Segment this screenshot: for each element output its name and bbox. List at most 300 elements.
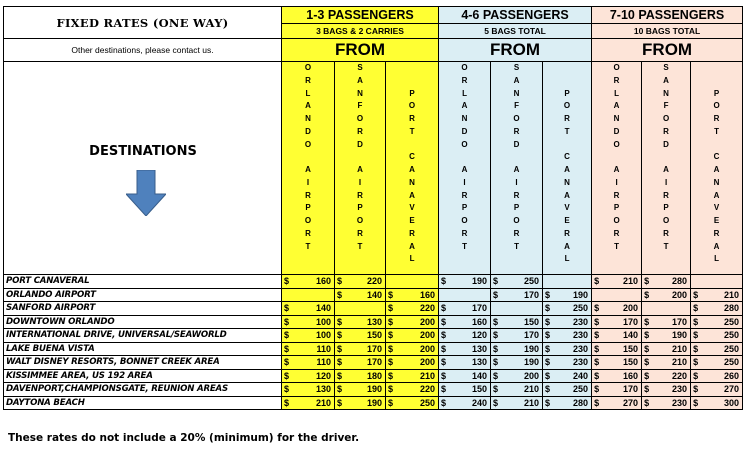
origin-letter: D: [613, 126, 620, 136]
origin-letter: A: [663, 165, 669, 174]
rate-cell: [491, 288, 543, 302]
currency-symbol: $: [594, 303, 600, 313]
rate-cell: [386, 369, 439, 383]
rate-cell: [592, 329, 642, 343]
currency-symbol: $: [493, 289, 499, 300]
origin-letter: A: [713, 165, 720, 174]
origin-letter: R: [713, 114, 720, 123]
destination-name: WALT DISNEY RESORTS, BONNET CREEK AREA: [4, 356, 282, 370]
rate-cell: [335, 329, 386, 343]
rate-value: 170: [623, 384, 639, 394]
origin-letter: A: [409, 190, 415, 200]
origin-letter: F: [514, 101, 519, 111]
origin-letter: I: [463, 177, 466, 187]
rate-cell: [439, 302, 491, 316]
origin-header-sanford-airport-group-3: [642, 62, 691, 275]
origin-letter: C: [409, 152, 415, 162]
currency-symbol: $: [693, 370, 699, 381]
origin-letter: E: [409, 216, 415, 225]
rate-value: 230: [573, 330, 589, 340]
rate-value: 210: [724, 289, 740, 300]
rate-cell: [491, 329, 543, 343]
rate-cell: [491, 302, 543, 316]
origin-letter: N: [713, 177, 720, 187]
origin-letter: O: [356, 114, 364, 123]
currency-symbol: $: [693, 343, 699, 354]
rate-cell: [592, 302, 642, 316]
currency-symbol: $: [493, 357, 499, 367]
rate-cell: [282, 356, 335, 370]
rate-value: 190: [672, 330, 688, 340]
rate-cell: [543, 369, 592, 383]
origin-letter: D: [305, 126, 311, 136]
rate-cell: [282, 383, 335, 397]
origin-letter: L: [305, 88, 311, 98]
rate-value: 190: [472, 276, 488, 286]
rate-cell: [691, 315, 743, 329]
rate-cell: [335, 315, 386, 329]
rate-cell: [491, 369, 543, 383]
currency-symbol: $: [594, 384, 600, 394]
currency-symbol: $: [441, 303, 447, 313]
rate-cell: [491, 275, 543, 289]
currency-symbol: $: [388, 330, 394, 340]
destination-name: DAVENPORT,CHAMPIONSGATE, REUNION AREAS: [4, 383, 282, 397]
rate-cell: [642, 369, 691, 383]
table-row: [4, 329, 743, 343]
group-header-4-6: 4-6 PASSENGERS: [439, 7, 592, 24]
origin-letter: S: [357, 63, 363, 72]
origin-letter: A: [663, 75, 669, 85]
origin-letter: [642, 151, 690, 164]
origin-letter: A: [513, 165, 520, 174]
origin-letter: R: [513, 228, 520, 238]
currency-symbol: $: [545, 316, 551, 327]
rates-table: [3, 6, 743, 410]
origin-letter: N: [357, 88, 363, 98]
rate-value: 130: [472, 343, 488, 354]
currency-symbol: $: [493, 276, 499, 286]
rate-value: 200: [420, 330, 436, 340]
table-row: [4, 396, 743, 410]
origin-letter: N: [663, 88, 669, 98]
rate-cell: [543, 302, 592, 316]
rate-value: 190: [366, 384, 382, 394]
currency-symbol: $: [337, 357, 343, 367]
rate-value: 250: [724, 357, 740, 367]
from-label-1-3: FROM: [282, 39, 439, 62]
rate-cell: [439, 396, 491, 410]
currency-symbol: $: [693, 384, 699, 394]
origin-header-sanford-airport-group-2: [491, 62, 543, 275]
currency-symbol: $: [388, 303, 394, 313]
currency-symbol: $: [545, 384, 551, 394]
origin-letter: O: [356, 216, 364, 225]
destination-name: DAYTONA BEACH: [4, 396, 282, 410]
origin-letter: P: [663, 203, 669, 213]
origin-header-port-canaveral-group-3: [691, 62, 743, 275]
currency-symbol: $: [441, 384, 447, 394]
rate-value: 100: [315, 330, 331, 340]
rate-cell: [691, 356, 743, 370]
rate-value: 140: [366, 289, 382, 300]
rate-value: 210: [524, 397, 540, 408]
origin-letter: O: [613, 216, 620, 225]
title-cell: [4, 7, 282, 39]
rate-value: 230: [573, 357, 589, 367]
origin-letter: O: [563, 101, 571, 111]
rate-cell: [691, 396, 743, 410]
origin-letter: [335, 151, 385, 164]
currency-symbol: $: [441, 370, 447, 381]
currency-symbol: $: [644, 289, 650, 300]
origin-letter: A: [564, 165, 570, 174]
rate-value: 120: [472, 330, 488, 340]
destination-name: PORT CANAVERAL: [4, 275, 282, 289]
origin-header-port-canaveral-group-1: [386, 62, 439, 275]
origin-letter: D: [663, 139, 669, 149]
currency-symbol: $: [693, 330, 699, 340]
rate-value: 170: [366, 357, 382, 367]
rate-value: 230: [672, 384, 688, 394]
rate-cell: [642, 396, 691, 410]
rate-value: 170: [366, 343, 382, 354]
rate-cell: [386, 302, 439, 316]
rate-cell: [282, 302, 335, 316]
rate-cell: [543, 383, 592, 397]
origin-letter: R: [564, 228, 570, 238]
rate-value: 250: [724, 343, 740, 354]
group-header-1-3: 1-3 PASSENGERS: [282, 7, 439, 24]
currency-symbol: $: [284, 384, 290, 394]
currency-symbol: $: [441, 330, 447, 340]
rate-value: 210: [524, 384, 540, 394]
origin-letter: N: [461, 114, 468, 123]
currency-symbol: $: [594, 330, 600, 340]
currency-symbol: $: [493, 384, 499, 394]
rate-cell: [439, 369, 491, 383]
origin-letter: N: [409, 177, 415, 187]
from-label-7-10: FROM: [592, 39, 743, 62]
rate-value: 240: [573, 370, 589, 381]
rate-cell: [592, 369, 642, 383]
origin-letter: D: [461, 126, 468, 136]
rate-cell: [592, 315, 642, 329]
origin-letter: R: [409, 228, 415, 238]
currency-symbol: $: [337, 330, 343, 340]
table-row: [4, 288, 743, 302]
rate-cell: [691, 342, 743, 356]
rate-value: 240: [472, 397, 488, 408]
group-header-7-10: 7-10 PASSENGERS: [592, 7, 743, 24]
rate-value: 280: [573, 397, 589, 408]
rate-value: 150: [366, 330, 382, 340]
rate-cell: [491, 342, 543, 356]
origin-letter: I: [358, 177, 362, 187]
destination-name: ORLANDO AIRPORT: [4, 288, 282, 302]
origin-letter: [543, 62, 591, 75]
origin-letter: R: [305, 190, 311, 200]
origin-letter: N: [305, 114, 311, 123]
currency-symbol: $: [644, 343, 650, 354]
currency-symbol: $: [693, 316, 699, 327]
rate-cell: [491, 396, 543, 410]
destination-name: LAKE BUENA VISTA: [4, 342, 282, 356]
rate-value: 250: [524, 276, 540, 286]
rate-value: 280: [724, 303, 740, 313]
rate-cell: [282, 369, 335, 383]
rate-value: 190: [524, 343, 540, 354]
origin-letter: [386, 139, 438, 152]
currency-symbol: $: [337, 276, 343, 286]
origin-letter: [386, 75, 438, 88]
rate-cell: [691, 288, 743, 302]
currency-symbol: $: [644, 316, 650, 327]
origin-letter: R: [613, 228, 620, 238]
origin-letter: R: [663, 126, 669, 136]
origin-letter: P: [513, 203, 520, 213]
currency-symbol: $: [693, 357, 699, 367]
table-row: [4, 383, 743, 397]
rate-cell: [642, 383, 691, 397]
currency-symbol: $: [388, 289, 394, 300]
currency-symbol: $: [545, 343, 551, 354]
rate-cell: [386, 396, 439, 410]
table-row: [4, 369, 743, 383]
rate-value: 170: [472, 303, 488, 313]
rate-value: 170: [623, 316, 639, 327]
origin-letter: A: [564, 190, 570, 200]
rate-cell: [282, 315, 335, 329]
origin-letter: A: [613, 101, 620, 111]
rate-value: 130: [315, 384, 331, 394]
rate-value: 200: [672, 289, 688, 300]
rate-cell: [335, 396, 386, 410]
rate-cell: [543, 396, 592, 410]
rate-value: 260: [724, 370, 740, 381]
table-row: [4, 275, 743, 289]
rate-value: 170: [672, 316, 688, 327]
rate-value: 150: [472, 384, 488, 394]
currency-symbol: $: [493, 316, 499, 327]
rate-cell: [439, 383, 491, 397]
origin-letter: P: [713, 88, 720, 98]
rate-cell: [691, 369, 743, 383]
rate-cell: [335, 342, 386, 356]
origin-letter: F: [663, 101, 669, 111]
currency-symbol: $: [441, 343, 447, 354]
origin-letter: R: [564, 114, 570, 123]
rate-value: 210: [315, 397, 331, 408]
rate-cell: [592, 383, 642, 397]
rate-value: 250: [724, 316, 740, 327]
origin-letter: T: [564, 126, 570, 136]
currency-symbol: $: [284, 397, 290, 408]
currency-symbol: $: [284, 330, 290, 340]
origin-letter: O: [461, 216, 468, 225]
origin-letter: R: [305, 75, 311, 85]
currency-symbol: $: [493, 330, 499, 340]
origin-letter: S: [513, 63, 520, 72]
origin-letter: C: [564, 152, 570, 162]
origin-letter: T: [305, 241, 311, 251]
currency-symbol: $: [337, 343, 343, 354]
rate-value: 210: [672, 343, 688, 354]
origin-letter: A: [513, 75, 520, 85]
rate-value: 100: [315, 316, 331, 327]
currency-symbol: $: [284, 316, 290, 327]
currency-symbol: $: [545, 397, 551, 408]
rate-value: 250: [724, 330, 740, 340]
rate-cell: [642, 302, 691, 316]
group-bags-7-10: 10 BAGS TOTAL: [592, 24, 743, 39]
rate-cell: [642, 342, 691, 356]
origin-header-port-canaveral-group-2: [543, 62, 592, 275]
origin-letter: L: [564, 254, 570, 264]
currency-symbol: $: [594, 316, 600, 327]
origin-letter: P: [564, 88, 570, 98]
rate-value: 220: [672, 370, 688, 381]
rate-cell: [335, 383, 386, 397]
rate-value: 230: [573, 316, 589, 327]
rate-cell: [592, 342, 642, 356]
origin-letter: O: [304, 216, 312, 225]
origin-letter: O: [662, 216, 670, 225]
origin-letter: A: [409, 241, 415, 251]
rate-value: 160: [420, 289, 436, 300]
origin-letter: T: [357, 241, 363, 251]
rate-value: 200: [524, 370, 540, 381]
origin-letter: [691, 139, 742, 152]
currency-symbol: $: [388, 357, 394, 367]
origin-letter: R: [513, 126, 520, 136]
rate-value: 150: [623, 343, 639, 354]
currency-symbol: $: [388, 370, 394, 381]
origin-letter: A: [713, 190, 720, 200]
rate-cell: [282, 288, 335, 302]
rate-value: 250: [573, 303, 589, 313]
origin-letter: C: [713, 152, 720, 162]
currency-symbol: $: [388, 343, 394, 354]
down-arrow-icon: [126, 170, 166, 216]
rate-cell: [543, 342, 592, 356]
rate-value: 160: [315, 276, 331, 286]
other-destinations-note: Other destinations, please contact us.: [4, 39, 282, 62]
origin-letter: I: [515, 177, 518, 187]
rate-value: 200: [420, 343, 436, 354]
group-bags-4-6: 5 BAGS TOTAL: [439, 24, 592, 39]
currency-symbol: $: [493, 370, 499, 381]
origin-letter: [386, 62, 438, 75]
rate-cell: [335, 288, 386, 302]
currency-symbol: $: [493, 397, 499, 408]
rate-value: 130: [472, 357, 488, 367]
origin-letter: R: [305, 228, 311, 238]
rate-value: 300: [724, 397, 740, 408]
rate-cell: [335, 356, 386, 370]
rate-value: 150: [524, 316, 540, 327]
rate-value: 200: [420, 357, 436, 367]
rate-cell: [642, 356, 691, 370]
rate-cell: [491, 356, 543, 370]
origin-letter: R: [513, 190, 520, 200]
currency-symbol: $: [545, 357, 551, 367]
table-row: [4, 342, 743, 356]
rate-cell: [335, 275, 386, 289]
footer-note: These rates do not include a 20% (minimum) for the driver.: [8, 432, 360, 444]
origin-letter: A: [461, 165, 468, 174]
currency-symbol: $: [693, 289, 699, 300]
origin-letter: O: [713, 101, 720, 111]
origin-letter: T: [409, 126, 415, 136]
origin-letter: L: [462, 88, 467, 98]
origin-header-orlando-airport-group-1: [282, 62, 335, 275]
origin-letter: [691, 75, 742, 88]
origin-letter: N: [564, 177, 570, 187]
rate-cell: [543, 288, 592, 302]
rate-cell: [282, 329, 335, 343]
currency-symbol: $: [545, 370, 551, 381]
origin-letter: R: [461, 190, 468, 200]
table-row: [4, 302, 743, 316]
origin-letter: L: [614, 88, 619, 98]
origin-letter: V: [564, 203, 570, 213]
origin-letter: A: [409, 165, 415, 174]
currency-symbol: $: [284, 303, 290, 313]
rate-cell: [592, 396, 642, 410]
currency-symbol: $: [337, 289, 343, 300]
rate-cell: [642, 315, 691, 329]
rate-cell: [543, 356, 592, 370]
origin-letter: D: [513, 139, 520, 149]
currency-symbol: $: [594, 343, 600, 354]
destination-name: SANFORD AIRPORT: [4, 302, 282, 316]
destination-name: KISSIMMEE AREA, US 192 AREA: [4, 369, 282, 383]
currency-symbol: $: [284, 276, 290, 286]
rate-cell: [491, 383, 543, 397]
origin-letter: I: [306, 177, 310, 187]
origin-letter: V: [409, 203, 415, 213]
origin-letter: R: [357, 190, 363, 200]
origin-letter: E: [564, 216, 570, 225]
rate-cell: [491, 315, 543, 329]
origin-letter: A: [305, 101, 311, 111]
rate-cell: [642, 329, 691, 343]
rate-cell: [543, 329, 592, 343]
currency-symbol: $: [644, 276, 650, 286]
origin-letter: D: [357, 139, 363, 149]
origin-letter: T: [462, 241, 467, 251]
rate-value: 220: [366, 276, 382, 286]
rate-value: 130: [366, 316, 382, 327]
currency-symbol: $: [644, 384, 650, 394]
rate-cell: [386, 342, 439, 356]
origin-letter: R: [663, 228, 669, 238]
currency-symbol: $: [493, 343, 499, 354]
currency-symbol: $: [693, 303, 699, 313]
origin-letter: N: [613, 114, 620, 123]
origin-letter: O: [408, 101, 416, 111]
rate-value: 220: [420, 384, 436, 394]
origin-letter: I: [615, 177, 618, 187]
rate-cell: [691, 302, 743, 316]
origin-letter: T: [714, 126, 719, 136]
currency-symbol: $: [594, 276, 600, 286]
origin-letter: T: [514, 241, 519, 251]
rate-cell: [335, 302, 386, 316]
origin-letter: P: [613, 203, 620, 213]
currency-symbol: $: [441, 316, 447, 327]
